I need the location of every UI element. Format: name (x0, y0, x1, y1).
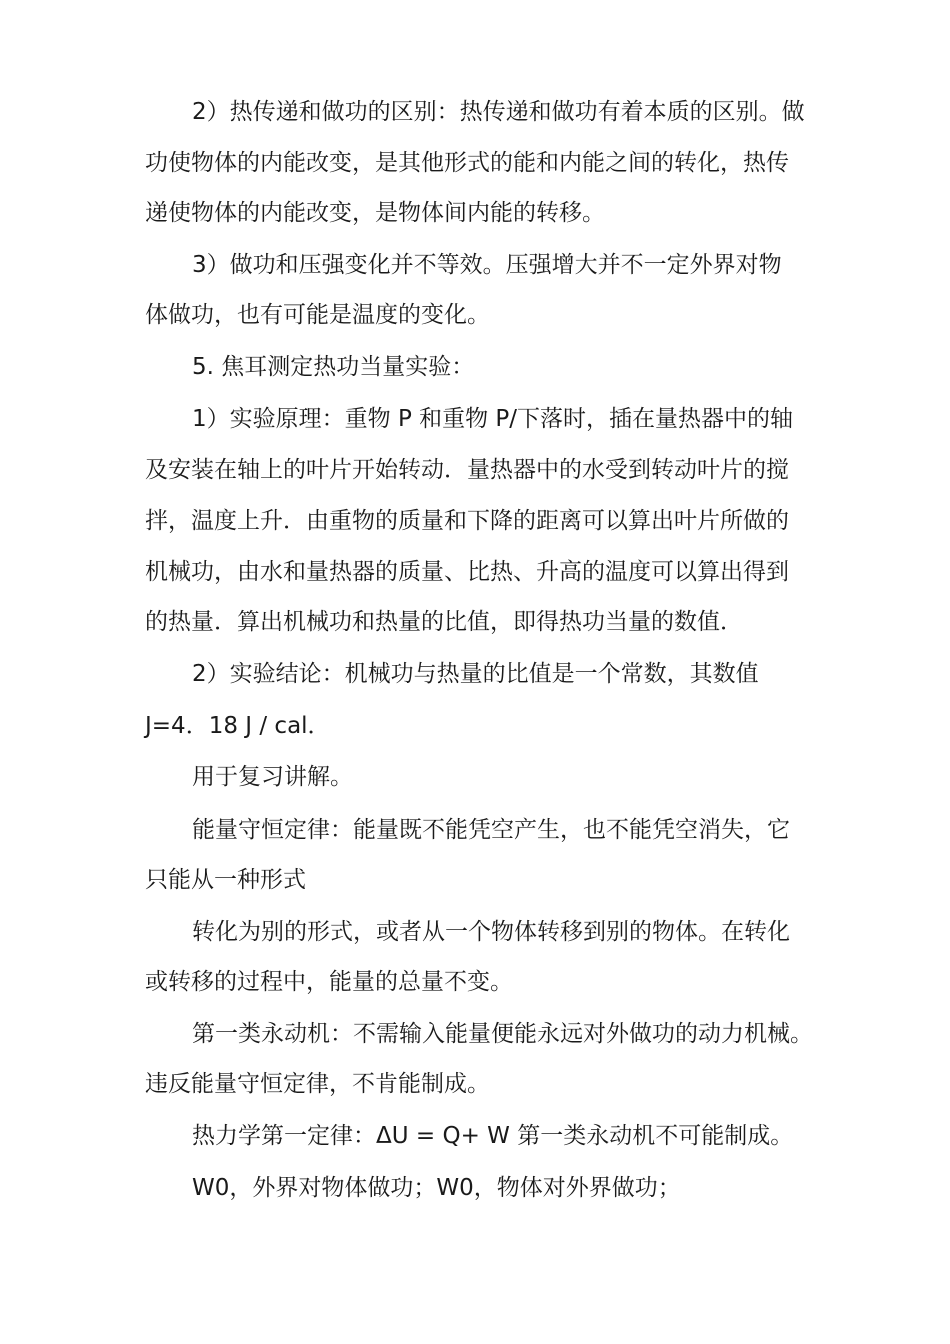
text-line: 的热量．算出机械功和热量的比值，即得热功当量的数值． (145, 609, 743, 635)
section-heading: 5. 焦耳测定热功当量实验： (192, 354, 475, 380)
text-line: 或转移的过程中，能量的总量不变。 (145, 969, 513, 995)
text-line: 热力学第一定律：ΔU = Q+ W 第一类永动机不可能制成。 (192, 1123, 794, 1149)
text-line: 体做功，也有可能是温度的变化。 (145, 302, 490, 328)
text-line: 第一类永动机：不需输入能量便能永远对外做功的动力机械。 (192, 1021, 813, 1047)
text-line: J=4．18 J / cal． (145, 713, 331, 739)
text-line: 及安装在轴上的叶片开始转动．量热器中的水受到转动叶片的搅 (145, 457, 789, 483)
text-line: 递使物体的内能改变，是物体间内能的转移。 (145, 200, 605, 226)
text-line: 用于复习讲解。 (192, 764, 353, 790)
text-line: 违反能量守恒定律，不肯能制成。 (145, 1071, 490, 1097)
text-line: 机械功，由水和量热器的质量、比热、升高的温度可以算出得到 (145, 559, 789, 585)
text-line: 2）实验结论：机械功与热量的比值是一个常数，其数值 (192, 661, 759, 687)
text-line: 能量守恒定律：能量既不能凭空产生，也不能凭空消失，它 (192, 817, 790, 843)
text-line: 2）热传递和做功的区别：热传递和做功有着本质的区别。做 (192, 99, 805, 125)
text-line: 功使物体的内能改变，是其他形式的能和内能之间的转化，热传 (145, 150, 789, 176)
text-line: 1）实验原理：重物 P 和重物 P/下落时，插在量热器中的轴 (192, 406, 794, 432)
text-line: 转化为别的形式，或者从一个物体转移到别的物体。在转化 (192, 919, 790, 945)
text-line: 拌，温度上升．由重物的质量和下降的距离可以算出叶片所做的 (145, 508, 789, 534)
text-line: W0，外界对物体做功；W0，物体对外界做功； (192, 1175, 681, 1201)
text-line: 只能从一种形式 (145, 867, 306, 893)
text-line: 3）做功和压强变化并不等效。压强增大并不一定外界对物 (192, 252, 782, 278)
